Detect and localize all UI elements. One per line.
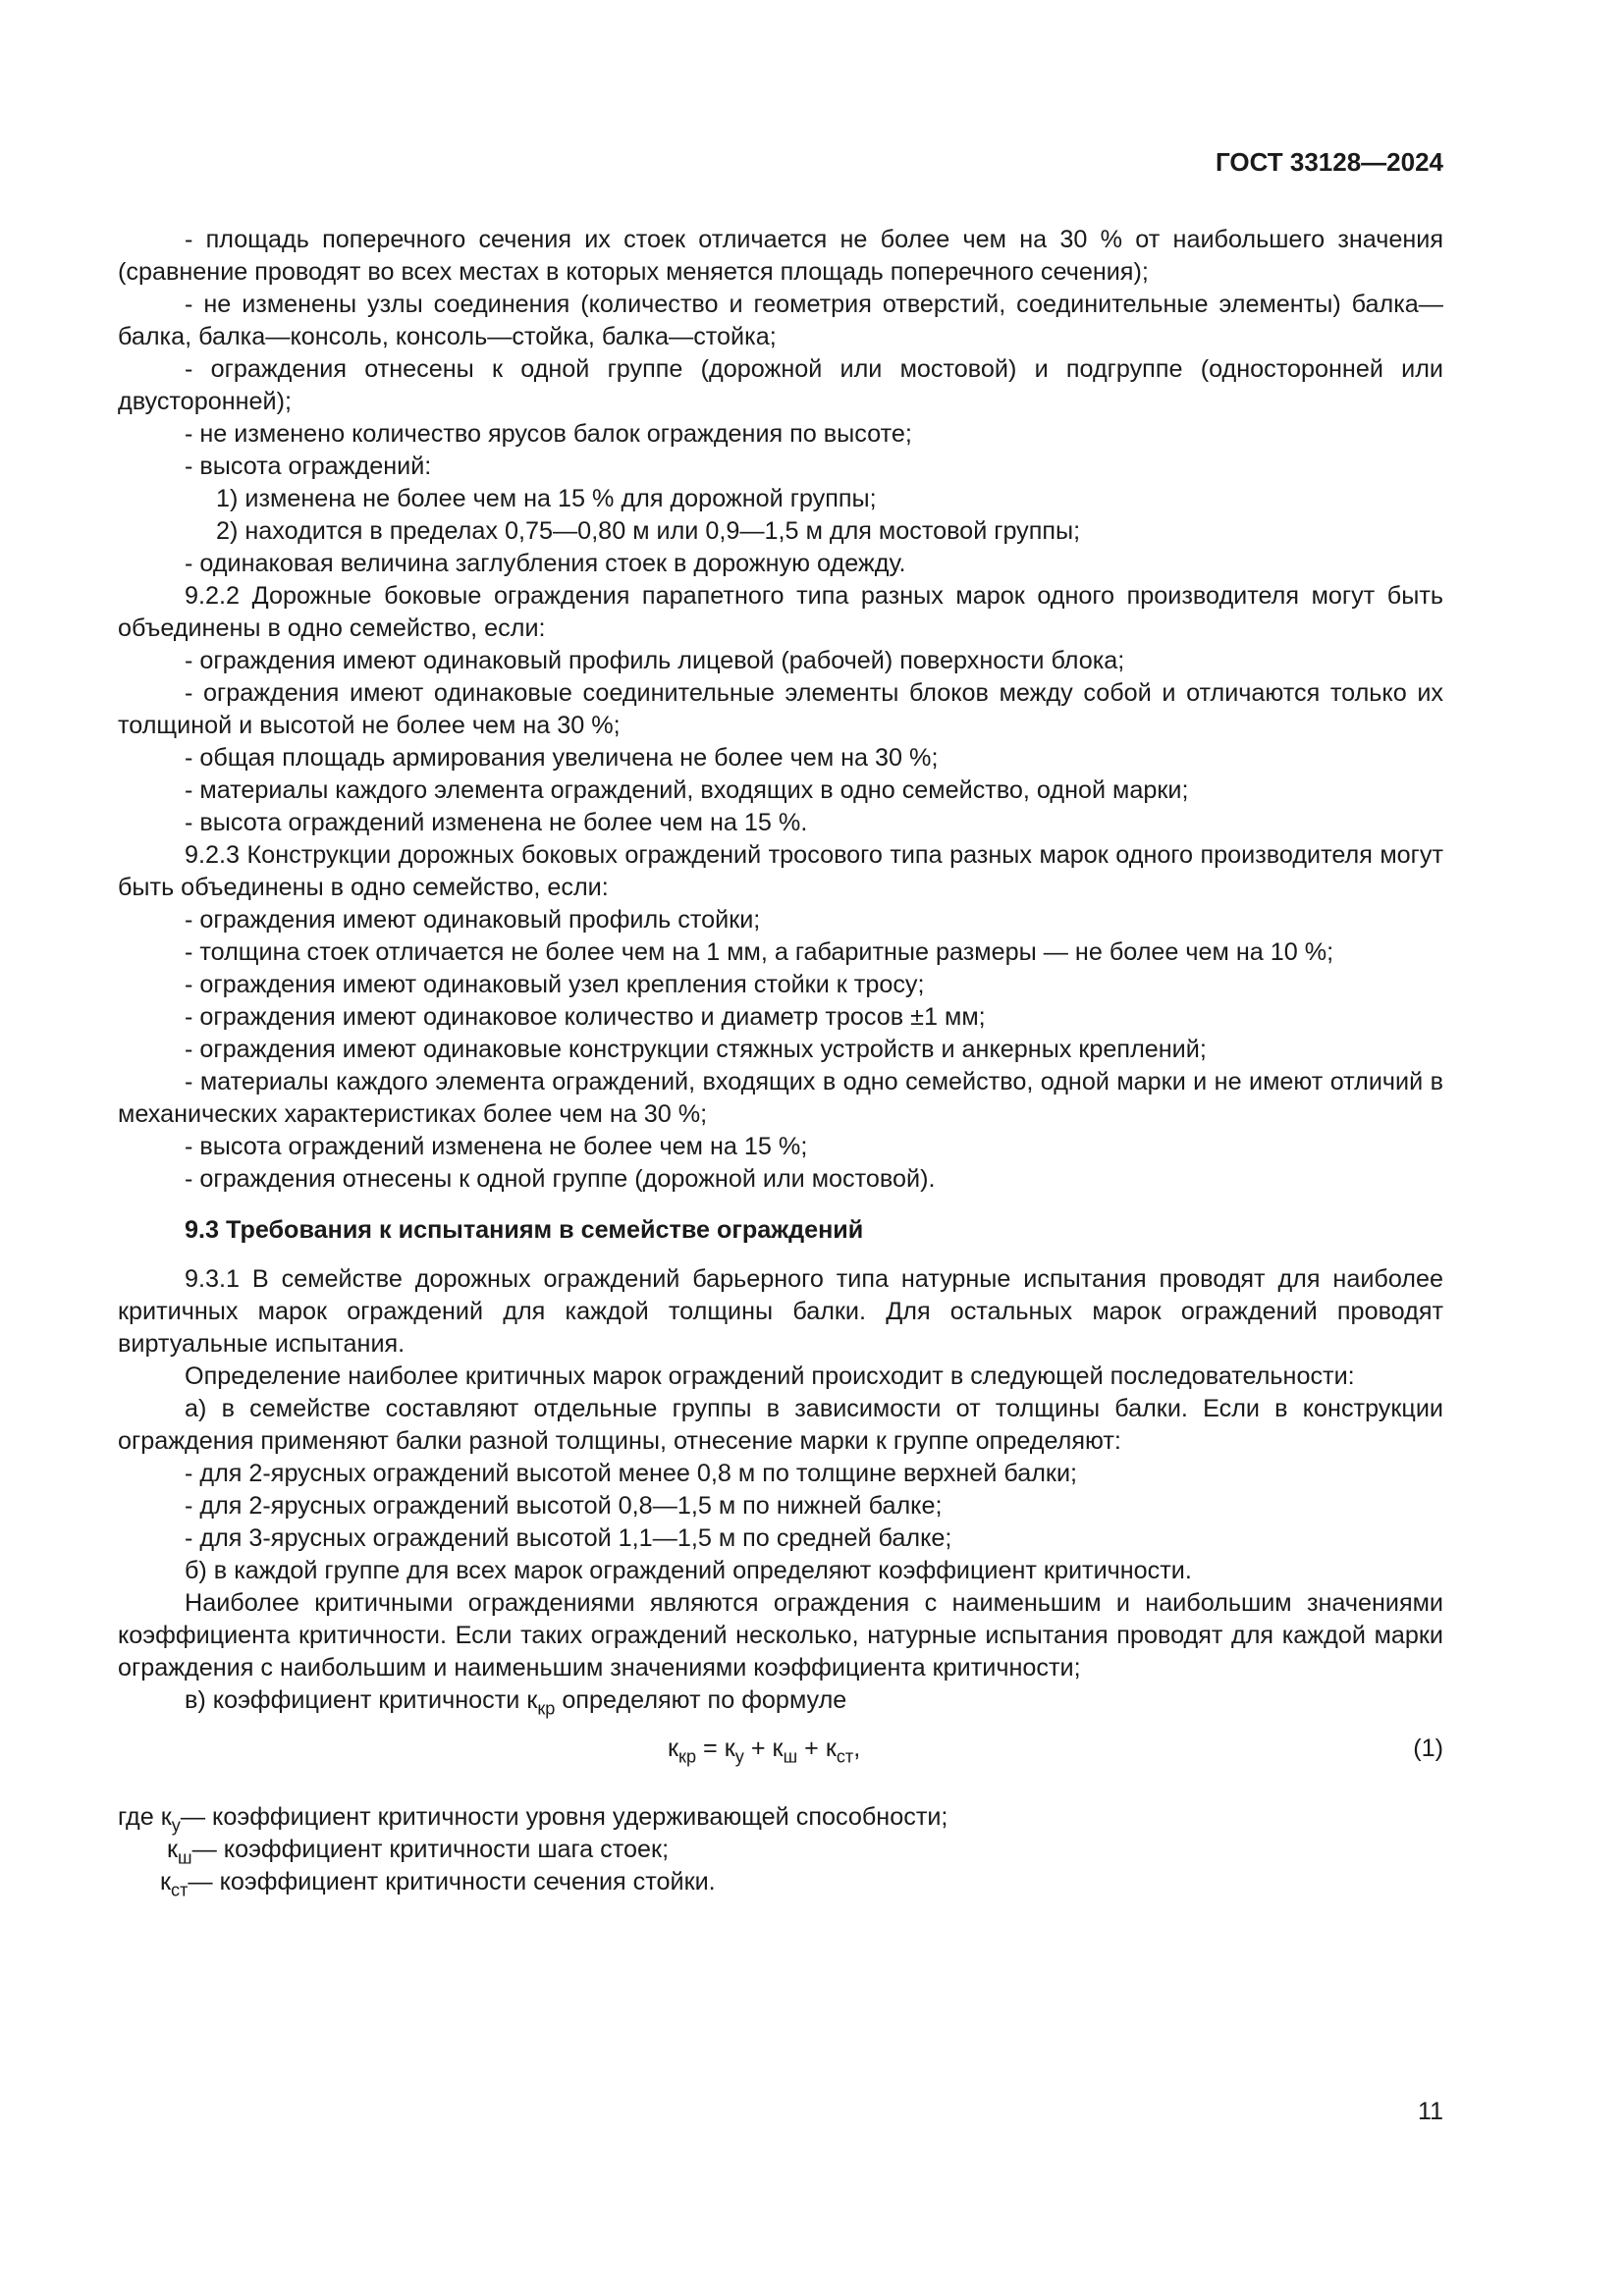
list-item: - общая площадь армирования увеличена не более чем на 30 %; xyxy=(185,744,939,772)
definition-item xyxy=(118,1801,1443,1834)
list-item: - ограждения имеют одинаковые соединительные элементы блоков между собой и отличаются только их толщиной и высотой не более чем на 30 %; xyxy=(118,679,1443,739)
definition-text: — коэффициент критичности шага стоек; xyxy=(191,1836,670,1863)
clause-9-2-3: 9.2.3 Конструкции дорожных боковых ограждений тросового типа разных марок одного производителя могут быть объединены в одно семейство, если: xyxy=(118,841,1443,901)
document-body xyxy=(118,224,1443,1898)
page-number: 11 xyxy=(1418,2098,1443,2125)
clause-9-2-2: 9.2.2 Дорожные боковые ограждения парапетного типа разных марок одного производителя могут быть объединены в одно семейство, если: xyxy=(118,582,1443,642)
definition-text: — коэффициент критичности уровня удерживающей способности; xyxy=(180,1803,948,1831)
formula-intro-tail: определяют по формуле xyxy=(555,1686,847,1714)
list-item: - высота ограждений изменена не более чем на 15 %; xyxy=(185,1133,808,1160)
list-item: - высота ограждений изменена не более чем на 15 %. xyxy=(185,809,808,836)
list-item: - ограждения имеют одинаковый профиль стойки; xyxy=(185,906,761,934)
definition-item xyxy=(167,1834,1443,1866)
sub-list-item: 2) находится в пределах 0,75—0,80 м или 0,9—1,5 м для мостовой группы; xyxy=(216,517,1081,545)
list-item xyxy=(118,1684,1443,1717)
list-item: - ограждения имеют одинаковый узел крепления стойки к тросу; xyxy=(185,971,925,998)
list-item: - площадь поперечного сечения их стоек отличается не более чем на 30 % от наибольшего значения (сравнение проводят во всех местах в которых меняется площадь поперечного сечения); xyxy=(118,226,1443,286)
definition-text: — коэффициент критичности сечения стойки. xyxy=(188,1868,716,1896)
definitions-list xyxy=(118,1801,1443,1898)
definition-symbol: $к_ш$ xyxy=(167,1836,192,1868)
document-header: ГОСТ 33128—2024 xyxy=(1216,147,1443,177)
list-item: - ограждения имеют одинаковые конструкции стяжных устройств и анкерных креплений; xyxy=(185,1036,1207,1063)
formula-block xyxy=(118,1725,1443,1774)
definition-symbol: $к_{ст}$ xyxy=(160,1868,189,1900)
definition-item xyxy=(160,1866,1443,1898)
list-item: б) в каждой группе для всех марок ограждений определяют коэффициент критичности. xyxy=(185,1557,1192,1584)
equation-number: (1) xyxy=(1413,1735,1443,1762)
list-item: - не изменены узлы соединения (количество и геометрия отверстий, соединительные элементы) балка—балка, балка—консоль, консоль—стойка, балка—стойка; xyxy=(118,291,1443,350)
list-item: - толщина стоек отличается не более чем на 1 мм, а габаритные размеры — не более чем на 10 %; xyxy=(185,938,1334,966)
list-item: - высота ограждений: xyxy=(185,453,432,480)
sub-list-item: 1) изменена не более чем на 15 % для дорожной группы; xyxy=(216,485,877,512)
list-item: - для 2-ярусных ограждений высотой менее 0,8 м по толщине верхней балки; xyxy=(185,1460,1078,1487)
section-heading-9-3: 9.3 Требования к испытаниям в семействе ограждений xyxy=(185,1216,864,1244)
list-item: - для 2-ярусных ограждений высотой 0,8—1,5 м по нижней балке; xyxy=(185,1492,943,1520)
list-item: - материалы каждого элемента ограждений, входящих в одно семейство, одной марки; xyxy=(185,776,1189,804)
list-item: - не изменено количество ярусов балок ограждения по высоте; xyxy=(185,420,912,448)
list-item: - ограждения имеют одинаковый профиль лицевой (рабочей) поверхности блока; xyxy=(185,647,1125,674)
subscript: кр xyxy=(537,1698,556,1719)
formula-intro-text: в) коэффициент критичности к xyxy=(185,1686,538,1714)
list-item: - ограждения отнесены к одной группе (дорожной или мостовой). xyxy=(185,1165,936,1193)
paragraph: Наиболее критичными ограждениями являются ограждения с наименьшим и наибольшим значениями коэффициента критичности. Если таких ограждений несколько, натурные испытания проводят для каждой марки ограждения с наибольшим и наименьшим значениями коэффициента критичности; xyxy=(118,1589,1443,1682)
definition-symbol: где $к_у$ xyxy=(118,1803,181,1836)
list-item: - одинаковая величина заглубления стоек в дорожную одежду. xyxy=(185,550,906,577)
list-item: - для 3-ярусных ограждений высотой 1,1—1,5 м по средней балке; xyxy=(185,1524,952,1552)
clause-9-3-1: 9.3.1 В семействе дорожных ограждений барьерного типа натурные испытания проводят для наиболее критичных марок ограждений для каждой толщины балки. Для остальных марок ограждений проводят виртуальные испытания. xyxy=(118,1265,1443,1358)
list-item: - ограждения имеют одинаковое количество и диаметр тросов ±1 мм; xyxy=(185,1003,986,1031)
list-item: - материалы каждого элемента ограждений, входящих в одно семейство, одной марки и не имеют отличий в механических характеристиках более чем на 30 %; xyxy=(118,1068,1443,1128)
list-item: а) в семействе составляют отдельные группы в зависимости от толщины балки. Если в конструкции ограждения применяют балки разной толщины, отнесение марки к группе определяют: xyxy=(118,1395,1443,1455)
formula: $к_{кр} = к_у + к_ш + к_{ст}$, xyxy=(668,1735,861,1767)
paragraph: Определение наиболее критичных марок ограждений происходит в следующей последовательности: xyxy=(185,1362,1355,1390)
list-item: - ограждения отнесены к одной группе (дорожной или мостовой) и подгруппе (односторонней или двусторонней); xyxy=(118,355,1443,415)
